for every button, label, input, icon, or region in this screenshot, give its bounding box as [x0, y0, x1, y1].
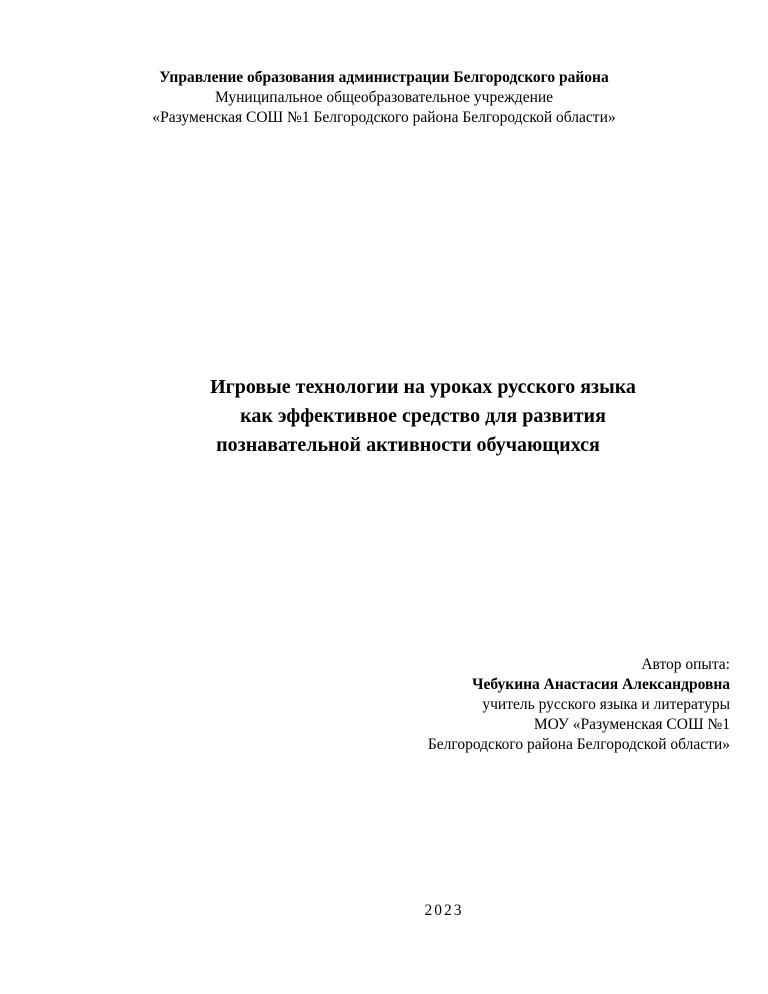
- header-school-name: «Разуменская СОШ №1 Белгородского района Белгородской области»: [152, 109, 616, 126]
- author-school-line-1: МОУ «Разуменская СОШ №1: [533, 716, 730, 733]
- author-school-line-2: Белгородского района Белгородской области»: [427, 736, 730, 753]
- title-line-1: Игровые технологии на уроках русского языка: [210, 376, 636, 398]
- author-position: учитель русского языка и литературы: [482, 696, 730, 713]
- author-block: [428, 655, 730, 755]
- document-title: [0, 373, 768, 460]
- author-name: Чебукина Анастасия Александровна: [472, 676, 730, 693]
- header-department: Управление образования администрации Белгородского района: [159, 69, 609, 86]
- title-line-3: познавательной активности обучающихся: [216, 434, 600, 456]
- author-label: Автор опыта:: [641, 656, 730, 673]
- header-institution-type: Муниципальное общеобразовательное учреждение: [214, 89, 554, 106]
- document-year: 2023: [424, 902, 464, 919]
- title-line-2: как эффективное средство для развития: [240, 405, 606, 427]
- document-header: [0, 68, 768, 128]
